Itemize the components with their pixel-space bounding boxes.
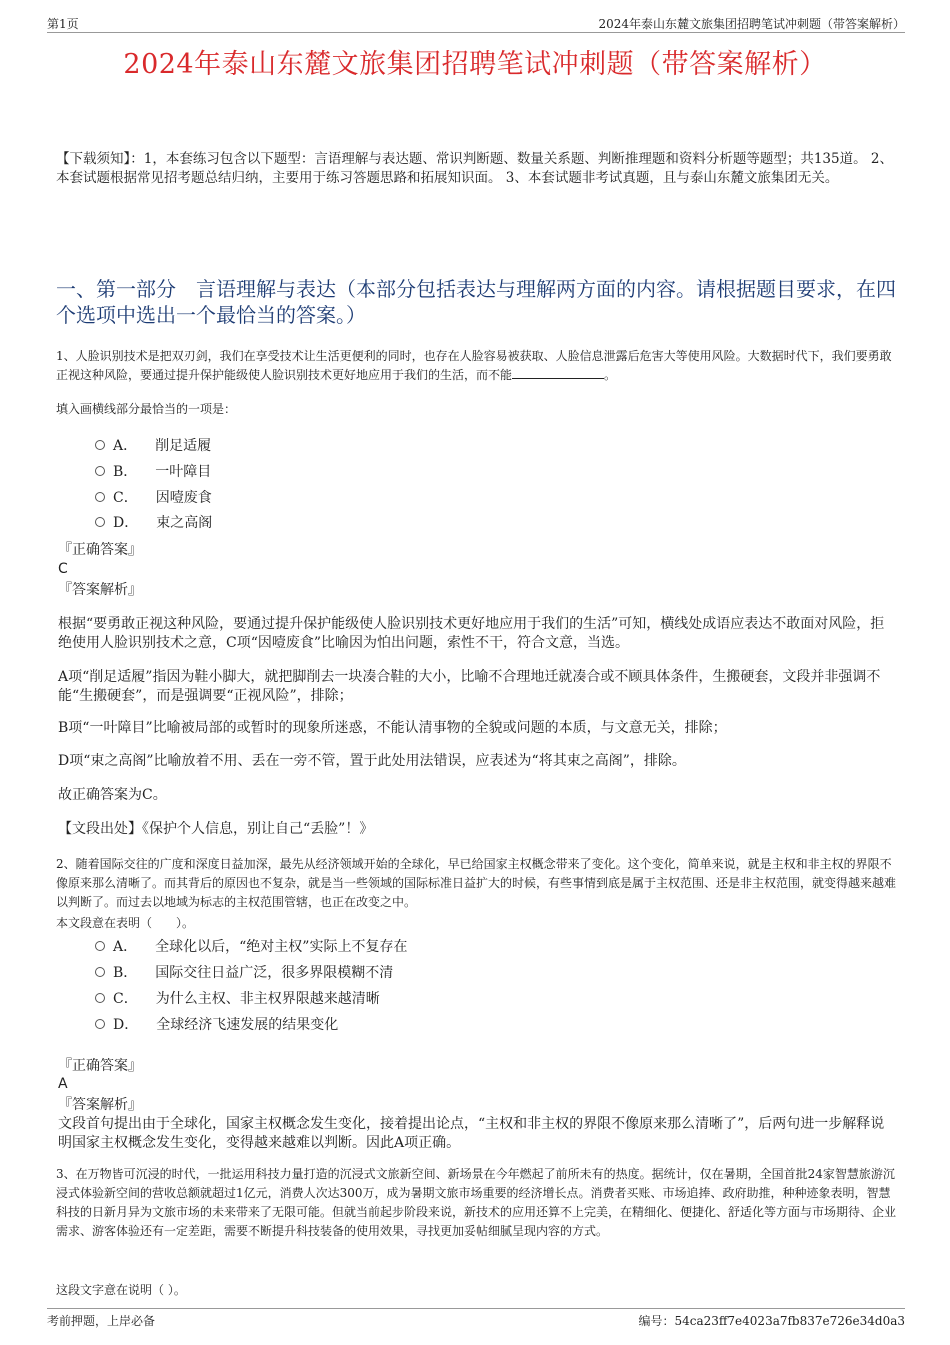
radio-icon[interactable] (95, 466, 105, 476)
question-1-option-a[interactable] (95, 436, 211, 456)
radio-icon[interactable] (95, 492, 105, 502)
question-2-stem: 2、随着国际交往的广度和深度日益加深，最先从经济领域开始的全球化，早已给国家主权概念带来了变化。这个变化，简单来说，就是主权和非主权的界限不像原来那么清晰了。而其背后的原因也不复杂，就是当一些领域的国际标准日益扩大的时候，有些事情到底是属于主权范围、还是非主权范围，就变得越来越难以判断了。而过去以地域为标志的主权范围管辖，也正在改变之中。 (56, 857, 897, 909)
question-1-analysis-p2: A项“削足适履”指因为鞋小脚大，就把脚削去一块凑合鞋的大小，比喻不合理地迁就凑合或不顾具体条件，生搬硬套，文段并非强调不能“生搬硬套”，而是强调要“正视风险”，排除； (58, 669, 881, 704)
option-text: 一叶障目 (155, 464, 212, 480)
question-2-analysis-label: 『答案解析』 (58, 1097, 142, 1113)
option-text: 削足适履 (155, 438, 212, 454)
section-heading: 一、第一部分 言语理解与表达（本部分包括表达与理解两方面的内容。请根据题目要求，在四个选项中选出一个最恰当的答案。） (56, 277, 896, 327)
question-2-option-c[interactable] (95, 989, 380, 1009)
question-1-analysis-p1: 根据“要勇敢正视这种风险，要通过提升保护能级使人脸识别技术更好地应用于我们的生活”可知，横线处成语应表达不敢面对风险，拒绝使用人脸识别技术之意，C项“因噎废食”比喻因为怕出问题，索性不干，符合文意，当选。 (58, 616, 885, 651)
footer-doc-id: 编号：54ca23ff7e4023a7fb837e726e34d0a3 (638, 1314, 905, 1328)
radio-icon[interactable] (95, 517, 105, 527)
question-2-option-a[interactable] (95, 937, 407, 957)
question-1-answer-label: 『正确答案』 (58, 542, 142, 558)
option-key: C． (113, 490, 138, 506)
option-text: 束之高阁 (156, 515, 213, 531)
question-2-answer: A (58, 1076, 68, 1092)
question-2-answer-label: 『正确答案』 (58, 1058, 142, 1074)
radio-icon[interactable] (95, 1019, 105, 1029)
answer-blank (512, 366, 604, 379)
radio-icon[interactable] (95, 993, 105, 1003)
question-3-prompt: 这段文字意在说明（ ）。 (56, 1283, 186, 1297)
download-notice: 【下载须知】：1，本套练习包含以下题型：言语理解与表达题、常识判断题、数量关系题、判断推理题和资料分析题等题型；共135道。 2、本套试题根据常见招考题总结归纳，主要用于练习答题思路和拓展知识面。 3、本套试题非考试真题，且与泰山东麓文旅集团无关。 (56, 151, 893, 186)
option-key: A． (113, 438, 138, 454)
option-text: 国际交往日益广泛，很多界限模糊不清 (155, 965, 394, 981)
question-2-option-d[interactable] (95, 1015, 338, 1035)
option-key: D． (113, 1017, 139, 1033)
footer-slogan: 考前押题，上岸必备 (47, 1314, 156, 1328)
question-3-stem: 3、在万物皆可沉浸的时代，一批运用科技力量打造的沉浸式文旅新空间、新场景在今年燃起了前所未有的热度。据统计，仅在暑期，全国首批24家智慧旅游沉浸式体验新空间的营收总额就超过1亿元，消费人次达300万，成为暑期文旅市场重要的经济增长点。消费者买账、市场追捧、政府助推，种种迹象表明，智慧科技的日新月异为文旅市场的未来带来了无限可能。但就当前起步阶段来说，新技术的应用还算不上完美，在精细化、便捷化、舒适化等方面与市场期待、企业需求、游客体验还有一定差距，需要不断提升科技装备的使用效果，寻找更加妥帖细腻呈现内容的方式。 (56, 1167, 897, 1238)
option-text: 为什么主权、非主权界限越来越清晰 (155, 991, 380, 1007)
option-text: 全球化以后，“绝对主权”实际上不复存在 (155, 939, 408, 955)
question-1-option-d[interactable] (95, 513, 212, 533)
question-1-analysis-conclusion: 故正确答案为C。 (58, 787, 167, 803)
question-2-analysis: 文段首句提出由于全球化，国家主权概念发生变化，接着提出论点，“主权和非主权的界限不像原来那么清晰了”，后两句进一步解释说明国家主权概念发生变化，变得越来越难以判断。因此A项正确。 (58, 1116, 885, 1151)
question-2-prompt: 本文段意在表明（ ）。 (56, 916, 195, 930)
radio-icon[interactable] (95, 440, 105, 450)
page-footer (47, 1308, 905, 1327)
option-key: B． (113, 965, 138, 981)
question-1-option-c[interactable] (95, 488, 212, 508)
question-1-stem-text: 1、人脸识别技术是把双刃剑，我们在享受技术让生活更便利的同时，也存在人脸容易被获取、人脸信息泄露后危害大等使用风险。大数据时代下，我们要勇敢正视这种风险，要通过提升保护能级使人脸识别技术更好地应用于我们的生活，而不能 (56, 349, 892, 382)
option-key: A． (113, 939, 138, 955)
page-title: 2024年泰山东麓文旅集团招聘笔试冲刺题（带答案解析） (123, 49, 827, 80)
radio-icon[interactable] (95, 967, 105, 977)
header-doc-title: 2024年泰山东麓文旅集团招聘笔试冲刺题（带答案解析） (598, 17, 905, 31)
question-1-analysis-p3: B项“一叶障目”比喻被局部的或暂时的现象所迷惑，不能认清事物的全貌或问题的本质，与文意无关，排除； (58, 720, 727, 736)
page-number: 第1页 (47, 17, 79, 31)
radio-icon[interactable] (95, 941, 105, 951)
option-key: B． (113, 464, 138, 480)
question-1-analysis-label: 『答案解析』 (58, 582, 142, 598)
option-text: 全球经济飞速发展的结果变化 (156, 1017, 339, 1033)
question-2-option-b[interactable] (95, 963, 393, 983)
page-header (47, 14, 905, 33)
question-1-analysis-p4: D项“束之高阁”比喻放着不用、丢在一旁不管，置于此处用法错误，应表述为“将其束之高阁”，排除。 (58, 753, 686, 769)
question-1-option-b[interactable] (95, 462, 211, 482)
question-1-stem-end: 。 (604, 368, 617, 382)
option-key: C． (113, 991, 138, 1007)
option-key: D． (113, 515, 139, 531)
question-1-stem (56, 347, 901, 385)
question-1-prompt: 填入画横线部分最恰当的一项是： (56, 402, 237, 416)
option-text: 因噎废食 (155, 490, 212, 506)
question-1-source: 【文段出处】《保护个人信息，别让自己“丢脸”！》 (58, 821, 374, 837)
question-1-answer: C (58, 561, 68, 577)
